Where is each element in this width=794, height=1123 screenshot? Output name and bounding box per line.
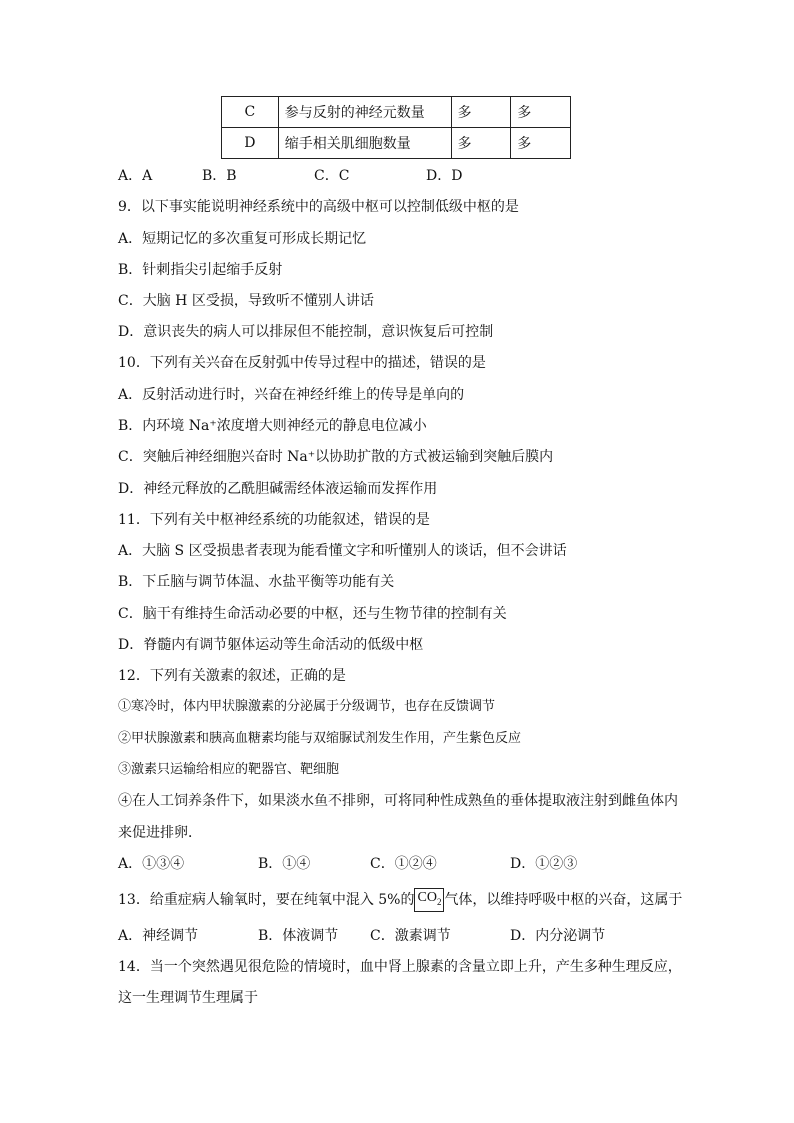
q12-option-d: D．①②③ <box>510 856 578 872</box>
q12-item-2: ②甲状腺激素和胰高血糖素均能与双缩脲试剂发生作用，产生紫色反应 <box>118 731 522 746</box>
table-cell: 参与反射的神经元数量 <box>278 97 451 128</box>
q9-option-b: B．针刺指尖引起缩手反射 <box>118 262 283 278</box>
q9-option-d: D．意识丧失的病人可以排尿但不能控制，意识恢复后可控制 <box>118 324 494 340</box>
comparison-table <box>221 96 571 159</box>
q11-option-d: D．脊髓内有调节躯体运动等生命活动的低级中枢 <box>118 637 424 653</box>
q12-option-a: A．①③④ <box>118 856 185 872</box>
q9-stem: 9．以下事实能说明神经系统中的高级中枢可以控制低级中枢的是 <box>118 199 519 215</box>
q13-stem-before: 13．给重症病人输氧时，要在纯氧中混入 5%的 <box>118 891 415 908</box>
table-cell: 缩手相关肌细胞数量 <box>278 128 451 159</box>
table-row <box>222 128 571 159</box>
q11-option-c: C．脑干有维持生命活动必要的中枢，还与生物节律的控制有关 <box>118 606 507 622</box>
q13-option-d: D．内分泌调节 <box>510 928 606 944</box>
q11-option-b: B．下丘脑与调节体温、水盐平衡等功能有关 <box>118 574 395 590</box>
q12-item-1: ①寒冷时，体内甲状腺激素的分泌属于分级调节，也存在反馈调节 <box>118 699 496 714</box>
q8-option-a: A．A <box>118 168 153 184</box>
q13-option-a: A．神经调节 <box>118 928 199 944</box>
q12-option-b: B．①④ <box>258 856 311 872</box>
q12-option-c: C．①②④ <box>370 856 437 872</box>
q10-option-a: A．反射活动进行时，兴奋在神经纤维上的传导是单向的 <box>118 387 465 403</box>
table-cell: 多 <box>511 128 571 159</box>
q12-item-4: ④在人工饲养条件下，如果淡水鱼不排卵，可将同种性成熟鱼的垂体提取液注射到雌鱼体内 <box>118 793 678 809</box>
q8-option-d: D．D <box>426 168 463 184</box>
q10-option-d: D．神经元释放的乙酰胆碱需经体液运输而发挥作用 <box>118 481 438 497</box>
q8-option-b: B．B <box>202 168 237 184</box>
table-cell: 多 <box>451 128 511 159</box>
q8-option-c: C．C <box>314 168 350 184</box>
q12-item-4-cont: 来促进排卵． <box>118 825 202 841</box>
q13-stem-after: 气体，以维持呼吸中枢的兴奋，这属于 <box>444 891 683 908</box>
q10-option-b: B．内环境 Na⁺浓度增大则神经元的静息电位减小 <box>118 418 427 434</box>
co2-subscript: 2 <box>436 896 442 907</box>
q10-option-c: C．突触后神经细胞兴奋时 Na⁺以协助扩散的方式被运输到突触后膜内 <box>118 449 554 465</box>
q9-option-c: C．大脑 H 区受损，导致听不懂别人讲话 <box>118 293 374 309</box>
q9-option-a: A．短期记忆的多次重复可形成长期记忆 <box>118 231 367 247</box>
co2-formula: CO <box>417 890 437 905</box>
q11-stem: 11．下列有关中枢神经系统的功能叙述，错误的是 <box>118 512 430 528</box>
q11-option-a: A．大脑 S 区受损患者表现为能看懂文字和听懂别人的谈话，但不会讲话 <box>118 543 567 559</box>
table-cell: C <box>222 97 279 128</box>
q13-option-c: C．激素调节 <box>370 928 451 944</box>
table-cell: 多 <box>451 97 511 128</box>
q13-stem <box>118 888 682 912</box>
table-cell: 多 <box>511 97 571 128</box>
co2-formula-box <box>414 888 444 912</box>
q12-stem: 12．下列有关激素的叙述，正确的是 <box>118 668 346 684</box>
table-cell: D <box>222 128 279 159</box>
q14-stem-line2: 这一生理调节生理属于 <box>118 990 258 1006</box>
q14-stem-line1: 14．当一个突然遇见很危险的情境时，血中肾上腺素的含量立即上升，产生多种生理反应， <box>118 959 682 975</box>
q10-stem: 10．下列有关兴奋在反射弧中传导过程中的描述，错误的是 <box>118 355 486 371</box>
q13-option-b: B．体液调节 <box>258 928 339 944</box>
table-row <box>222 97 571 128</box>
q12-item-3: ③激素只运输给相应的靶器官、靶细胞 <box>118 762 340 777</box>
